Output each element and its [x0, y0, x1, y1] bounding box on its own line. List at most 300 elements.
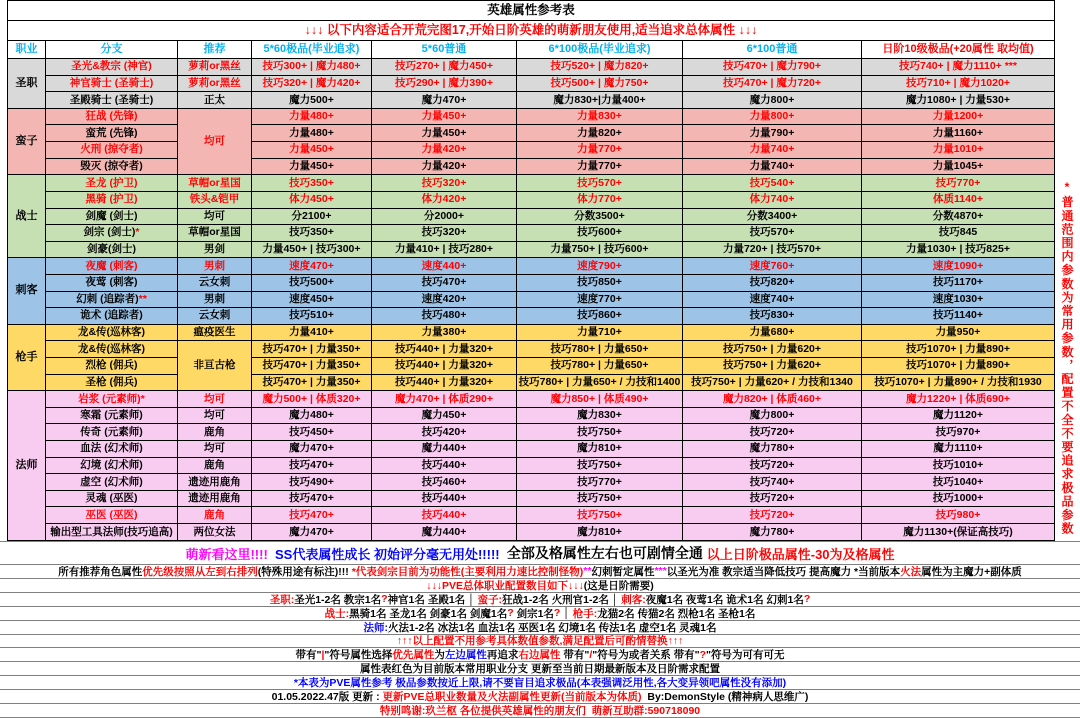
value-cell: 技巧780+ | 力量650+ — [517, 341, 683, 358]
value-cell: 分2100+ — [252, 208, 372, 225]
value-cell: 体力770+ — [517, 191, 683, 208]
note-segment: 蛮子: — [477, 593, 503, 606]
branch-cell: 诡术 (追踪者) — [46, 308, 178, 325]
value-cell: 魔力1110+ — [862, 441, 1055, 458]
value-cell: 体质1140+ — [862, 191, 1055, 208]
value-cell: 魔力1120+ — [862, 407, 1055, 424]
column-header: 6*100极品(毕业追求) — [517, 41, 683, 59]
value-cell: 体力740+ — [683, 191, 862, 208]
value-cell: 力量450+ — [372, 125, 517, 142]
branch-cell: 剑豪(剑士) — [46, 241, 178, 258]
recommend-cell: 均可 — [178, 108, 252, 174]
value-cell: 技巧470+ | 力量350+ — [252, 374, 372, 391]
value-cell: 魔力850+ | 体质490+ — [517, 391, 683, 408]
value-cell: 力量420+ — [372, 142, 517, 159]
table-row — [8, 424, 1055, 441]
table-row — [8, 391, 1055, 408]
note-segment: 优先属性 — [392, 649, 435, 662]
value-cell: 速度1090+ — [862, 258, 1055, 275]
table-body — [8, 59, 1055, 541]
note-segment: SS代表属性成长 初始评分毫无用处!!!!! — [275, 546, 507, 562]
value-cell: 技巧440+ | 力量320+ — [372, 341, 517, 358]
recommend-cell: 男刺 — [178, 258, 252, 275]
value-cell: 技巧350+ — [252, 225, 372, 242]
value-cell: 技巧750+ — [517, 424, 683, 441]
table-row — [8, 490, 1055, 507]
value-cell: 魔力820+ | 体质460+ — [683, 391, 862, 408]
branch-cell: 龙&传(巡林客) — [46, 341, 178, 358]
value-cell: 技巧570+ — [517, 175, 683, 192]
note-segment: 幻刺暂定属性 — [591, 565, 655, 578]
value-cell: 魔力810+ — [517, 441, 683, 458]
note-segment: (这是日阶需要) — [583, 579, 654, 592]
value-cell: 技巧320+ — [372, 225, 517, 242]
note-segment: 圣职: — [269, 593, 295, 606]
table-head-rows — [8, 1, 1055, 59]
table-row — [8, 142, 1055, 159]
table-row — [8, 75, 1055, 92]
note-segment: 右边属性 — [518, 649, 561, 662]
value-cell: 技巧440+ | 力量320+ — [372, 374, 517, 391]
table-row — [8, 175, 1055, 192]
note-line — [0, 647, 1080, 661]
table-row — [8, 341, 1055, 358]
column-header: 职业 — [8, 41, 46, 59]
value-cell: 力量1160+ — [862, 125, 1055, 142]
table-row — [8, 474, 1055, 491]
value-cell: 分数3400+ — [683, 208, 862, 225]
value-cell: 技巧1140+ — [862, 308, 1055, 325]
value-cell: 力量1010+ — [862, 142, 1055, 159]
value-cell: 技巧570+ — [683, 225, 862, 242]
note-line — [0, 606, 1080, 620]
value-cell: 力量410+ | 技巧280+ — [372, 241, 517, 258]
recommend-cell: 草帽or星国 — [178, 225, 252, 242]
value-cell: 力量950+ — [862, 324, 1055, 341]
value-cell: 力量720+ | 技巧570+ — [683, 241, 862, 258]
recommend-cell: 萝莉or黑丝 — [178, 59, 252, 76]
value-cell: 技巧450+ — [252, 424, 372, 441]
note-segment: / — [589, 648, 593, 661]
value-cell: 力量750+ | 技巧600+ — [517, 241, 683, 258]
note-line — [0, 634, 1080, 648]
branch-cell: 寒霜 (元素师) — [46, 407, 178, 424]
note-segment: 更新PVE总职业数量及火法副属性更新(当前版本为体质) — [382, 691, 642, 704]
value-cell: 技巧970+ — [862, 424, 1055, 441]
note-line — [0, 703, 1080, 718]
note-line — [0, 661, 1080, 675]
branch-cell: 蛮荒 (先锋) — [46, 125, 178, 142]
class-cell: 圣职 — [8, 59, 46, 109]
value-cell: 技巧470+ | 魔力720+ — [683, 75, 862, 92]
table-row — [8, 441, 1055, 458]
value-cell: 技巧290+ | 魔力390+ — [372, 75, 517, 92]
branch-cell: 火刑 (掠夺者) — [46, 142, 178, 159]
table-row — [8, 241, 1055, 258]
note-segment: 神官1名 圣殿1名 │ — [387, 593, 478, 606]
note-segment: 剑宗1名 — [513, 607, 554, 620]
value-cell: 技巧1070+ | 力量890+ — [862, 341, 1055, 358]
table-row — [8, 208, 1055, 225]
branch-cell: 夜魔 (刺客) — [46, 258, 178, 275]
table-row — [8, 125, 1055, 142]
value-cell: 技巧750+ | 力量620+ — [683, 341, 862, 358]
branch-cell: 巫医 (巫医) — [46, 507, 178, 524]
value-cell: 速度440+ — [372, 258, 517, 275]
note-segment: "符号属性选择 — [324, 649, 393, 662]
value-cell: 体力450+ — [252, 191, 372, 208]
value-cell: 力量1030+ | 技巧825+ — [862, 241, 1055, 258]
note-line — [0, 675, 1080, 689]
note-segment: 再追求 — [486, 649, 519, 662]
value-cell: 技巧1000+ — [862, 490, 1055, 507]
value-cell: 魔力470+ — [372, 92, 517, 109]
value-cell: 魔力470+ — [252, 441, 372, 458]
recommend-cell: 鹿角 — [178, 457, 252, 474]
branch-cell: 岩浆 (元素师)* — [46, 391, 178, 408]
note-segment: "符号为可有可无 — [706, 649, 785, 662]
branch-cell: 剑魔 (剑士) — [46, 208, 178, 225]
branch-cell: 圣光&教宗 (神官) — [46, 59, 178, 76]
note-segment: 法师: — [363, 621, 388, 634]
value-cell: 速度740+ — [683, 291, 862, 308]
table-row — [8, 108, 1055, 125]
header-row — [8, 41, 1055, 59]
value-cell: 速度450+ — [252, 291, 372, 308]
value-cell: 体力420+ — [372, 191, 517, 208]
value-cell: 魔力480+ — [252, 407, 372, 424]
value-cell: 技巧300+ | 魔力480+ — [252, 59, 372, 76]
table-row — [8, 274, 1055, 291]
value-cell: 力量740+ — [683, 158, 862, 175]
value-cell: 技巧440+ — [372, 507, 517, 524]
note-line — [0, 578, 1080, 592]
table-row — [8, 507, 1055, 524]
value-cell: 技巧470+ | 力量350+ — [252, 358, 372, 375]
value-cell: 魔力450+ — [372, 407, 517, 424]
note-segment: 优先级按照从左到右排列 — [142, 565, 258, 578]
branch-cell: 夜莺 (刺客) — [46, 274, 178, 291]
value-cell: 力量770+ — [517, 142, 683, 159]
value-cell: 速度760+ — [683, 258, 862, 275]
note-segment: ↓↓↓PVE总体职业配置数目如下↓↓↓ — [426, 579, 584, 592]
note-segment: | — [321, 648, 325, 661]
value-cell: 技巧850+ — [517, 274, 683, 291]
value-cell: 力量450+ — [252, 158, 372, 175]
table-row — [8, 92, 1055, 109]
note-segment: 属性为主魔力+副体质 — [921, 565, 1022, 578]
column-header: 日阶10级极品(+20属性 取均值) — [862, 41, 1055, 59]
value-cell: 力量790+ — [683, 125, 862, 142]
recommend-cell: 非亘古枪 — [178, 341, 252, 391]
value-cell: 技巧710+ | 魔力1020+ — [862, 75, 1055, 92]
class-cell: 战士 — [8, 175, 46, 258]
note-segment: ? — [381, 593, 388, 606]
table-row — [8, 324, 1055, 341]
note-segment: 火法1-2名 冰法1名 血法1名 巫医1名 幻境1名 传法1名 虚空1名 灵魂1名 — [388, 621, 717, 634]
branch-cell: 血法 (幻术师) — [46, 441, 178, 458]
subtitle-row — [8, 21, 1055, 41]
note-segment: 龙猫2名 传猫2名 烈枪1名 圣枪1名 — [597, 607, 756, 620]
note-segment: 全部及格属性左右也可剧情全通 — [506, 545, 707, 561]
value-cell: 技巧440+ | 力量320+ — [372, 358, 517, 375]
value-cell: 魔力440+ — [372, 441, 517, 458]
branch-suffix: * — [135, 226, 140, 239]
value-cell: 力量380+ — [372, 324, 517, 341]
value-cell: 魔力1130+(保证高技巧) — [862, 524, 1055, 541]
recommend-cell: 正太 — [178, 92, 252, 109]
branch-cell: 圣枪 (佣兵) — [46, 374, 178, 391]
notes-section — [0, 541, 1080, 718]
recommend-cell: 云女刺 — [178, 274, 252, 291]
value-cell: 魔力800+ — [683, 92, 862, 109]
note-segment: 01.05.2022.47版 更新 : — [271, 691, 383, 704]
value-cell: 魔力810+ — [517, 524, 683, 541]
note-segment: 左边属性 — [444, 649, 487, 662]
value-cell: 技巧520+ | 魔力820+ — [517, 59, 683, 76]
value-cell: 力量710+ — [517, 324, 683, 341]
value-cell: 技巧750+ — [517, 507, 683, 524]
value-cell: 力量480+ — [252, 108, 372, 125]
note-segment: 黑骑1名 圣龙1名 剑豪1名 剑魔1名 — [349, 607, 508, 620]
value-cell: 速度420+ — [372, 291, 517, 308]
table-row — [8, 191, 1055, 208]
note-segment: 萌新看这里!!!! — [185, 546, 276, 562]
table-row — [8, 374, 1055, 391]
recommend-cell: 均可 — [178, 208, 252, 225]
value-cell: 技巧1040+ — [862, 474, 1055, 491]
note-segment: By:DemonStyle (精神病人思维广) — [641, 691, 809, 704]
value-cell: 技巧440+ — [372, 457, 517, 474]
value-cell: 技巧1070+ | 力量890+ — [862, 358, 1055, 375]
value-cell: 速度470+ — [252, 258, 372, 275]
value-cell: 魔力1220+ | 体质690+ — [862, 391, 1055, 408]
recommend-cell: 男剑 — [178, 241, 252, 258]
value-cell: 力量450+ — [372, 108, 517, 125]
value-cell: 力量820+ — [517, 125, 683, 142]
branch-cell: 灵魂 (巫医) — [46, 490, 178, 507]
branch-cell: 幻刺 (追踪者)** — [46, 291, 178, 308]
note-segment: 刺客: — [621, 593, 646, 606]
value-cell: 魔力780+ — [683, 524, 862, 541]
table-row — [8, 59, 1055, 76]
value-cell: 速度770+ — [517, 291, 683, 308]
value-cell: 技巧830+ — [683, 308, 862, 325]
value-cell: 技巧270+ | 魔力450+ — [372, 59, 517, 76]
value-cell: 魔力470+ | 体质290+ — [372, 391, 517, 408]
recommend-cell: 男刺 — [178, 291, 252, 308]
attribute-table — [7, 0, 1055, 541]
value-cell: 力量740+ — [683, 142, 862, 159]
recommend-cell: 均可 — [178, 407, 252, 424]
column-header: 分支 — [46, 41, 178, 59]
value-cell: 技巧1010+ — [862, 457, 1055, 474]
value-cell: 技巧320+ | 魔力420+ — [252, 75, 372, 92]
value-cell: 速度790+ — [517, 258, 683, 275]
note-segment: 带有" — [560, 649, 590, 662]
note-line — [0, 592, 1080, 606]
value-cell: 力量830+ — [517, 108, 683, 125]
value-cell: 技巧720+ — [683, 424, 862, 441]
value-cell: 技巧980+ — [862, 507, 1055, 524]
value-cell: 技巧320+ — [372, 175, 517, 192]
value-cell: 技巧720+ — [683, 490, 862, 507]
table-row — [8, 457, 1055, 474]
note-segment: 特别鸣谢:玖兰枢 各位提供英雄属性的朋友们 萌新互助群:590718090 — [379, 705, 701, 718]
note-line — [0, 541, 1080, 564]
recommend-cell: 两位女法 — [178, 524, 252, 541]
value-cell: 技巧470+ | 力量350+ — [252, 341, 372, 358]
value-cell: 速度1030+ — [862, 291, 1055, 308]
value-cell: 技巧845 — [862, 225, 1055, 242]
branch-cell: 神官骑士 (圣骑士) — [46, 75, 178, 92]
value-cell: 技巧470+ | 魔力790+ — [683, 59, 862, 76]
recommend-cell: 遗迹用鹿角 — [178, 490, 252, 507]
note-segment: ? — [507, 607, 514, 620]
branch-cell: 龙&传(巡林客) — [46, 324, 178, 341]
class-cell: 刺客 — [8, 258, 46, 324]
value-cell: 技巧720+ — [683, 457, 862, 474]
value-cell: 力量410+ — [252, 324, 372, 341]
note-segment: *代表剑宗目前为功能性(主要利用力速比控制怪物) — [351, 565, 584, 578]
value-cell: 魔力500+ — [252, 92, 372, 109]
class-cell: 法师 — [8, 391, 46, 541]
branch-cell: 虚空 (幻术师) — [46, 474, 178, 491]
value-cell: 技巧750+ | 力量620+ / 力技和1340 — [683, 374, 862, 391]
value-cell: 技巧500+ — [252, 274, 372, 291]
column-header: 推荐 — [178, 41, 252, 59]
column-header: 6*100普通 — [683, 41, 862, 59]
value-cell: 力量680+ — [683, 324, 862, 341]
value-cell: 魔力830+ — [517, 407, 683, 424]
recommend-cell: 铁头&铠甲 — [178, 191, 252, 208]
note-segment: ? — [699, 648, 707, 661]
value-cell: 技巧720+ — [683, 507, 862, 524]
recommend-cell: 遗迹用鹿角 — [178, 474, 252, 491]
title-row — [8, 1, 1055, 21]
note-segment: ↑↑↑以上配置不用参考具体数值参数,满足配置后可酌情替换↑↑↑ — [396, 635, 684, 648]
note-segment: "符号为或者关系 带有" — [592, 649, 700, 662]
note-segment: 火法 — [900, 565, 922, 578]
note-segment: 带有" — [295, 649, 322, 662]
value-cell: 力量1045+ — [862, 158, 1055, 175]
branch-cell: 烈枪 (佣兵) — [46, 358, 178, 375]
value-cell: 技巧470+ — [252, 507, 372, 524]
note-line — [0, 689, 1080, 703]
value-cell: 魔力1080+ | 力量530+ — [862, 92, 1055, 109]
note-segment: *本表为PVE属性参考 极品参数按近上限,请不要盲目追求极品(本表强调泛用性,各大变异领吧属性没有添加) — [293, 677, 787, 690]
value-cell: 技巧440+ — [372, 490, 517, 507]
value-cell: 技巧750+ — [517, 457, 683, 474]
value-cell: 技巧1070+ | 力量890+ / 力技和1930 — [862, 374, 1055, 391]
page-title: 英雄属性参考表 — [8, 1, 1055, 21]
note-segment: │ — [560, 607, 573, 620]
value-cell: 技巧1170+ — [862, 274, 1055, 291]
note-segment: 以上日阶极品属性-30为及格属性 — [706, 546, 895, 562]
recommend-cell: 萝莉or黑丝 — [178, 75, 252, 92]
note-segment: 夜魔1名 夜莺1名 诡术1名 幻刺1名 — [645, 593, 804, 606]
value-cell: 技巧470+ — [252, 490, 372, 507]
class-cell: 枪手 — [8, 324, 46, 390]
note-segment: 以圣光为准 教宗适当降低技巧 提高魔力 *当前版本 — [666, 565, 901, 578]
table-row — [8, 407, 1055, 424]
value-cell: 技巧510+ — [252, 308, 372, 325]
note-segment: ** — [583, 565, 592, 578]
note-segment: 圣光1-2名 教宗1名 — [294, 593, 382, 606]
recommend-cell: 云女刺 — [178, 308, 252, 325]
value-cell: 技巧770+ — [862, 175, 1055, 192]
value-cell: 技巧750+ | 力量620+ — [683, 358, 862, 375]
column-header: 5*60极品(毕业追求) — [252, 41, 372, 59]
value-cell: 技巧740+ | 魔力1110+ *** — [862, 59, 1055, 76]
note-segment: 所有推荐角色属性 — [58, 565, 143, 578]
note-segment: ? — [803, 593, 811, 606]
branch-suffix: * — [140, 392, 145, 405]
value-cell: 技巧740+ — [683, 474, 862, 491]
side-vertical-note: *普通范围内参数为常用参数，配置不全不要追求极品参数 — [1060, 180, 1074, 536]
value-cell: 技巧780+ | 力量650+ — [517, 358, 683, 375]
value-cell: 分2000+ — [372, 208, 517, 225]
note-segment: 枪手: — [572, 607, 598, 620]
value-cell: 魔力780+ — [683, 441, 862, 458]
value-cell: 技巧460+ — [372, 474, 517, 491]
value-cell: 技巧750+ — [517, 490, 683, 507]
value-cell: 力量800+ — [683, 108, 862, 125]
value-cell: 技巧470+ — [252, 457, 372, 474]
value-cell: 力量1200+ — [862, 108, 1055, 125]
value-cell: 技巧780+ | 力量650+ / 力技和1400 — [517, 374, 683, 391]
note-segment: 狂战1-2名 火刑官1-2名 │ — [502, 593, 622, 606]
branch-cell: 毁灭 (掠夺者) — [46, 158, 178, 175]
value-cell: 技巧480+ — [372, 308, 517, 325]
table-row — [8, 158, 1055, 175]
value-cell: 力量450+ | 技巧300+ — [252, 241, 372, 258]
table-row — [8, 258, 1055, 275]
class-cell: 蛮子 — [8, 108, 46, 174]
value-cell: 魔力470+ — [252, 524, 372, 541]
table-row — [8, 358, 1055, 375]
note-segment: (特殊用途有标注)!!! — [257, 565, 352, 578]
value-cell: 技巧470+ — [372, 274, 517, 291]
value-cell: 力量420+ — [372, 158, 517, 175]
value-cell: 技巧820+ — [683, 274, 862, 291]
recommend-cell: 瘟疫医生 — [178, 324, 252, 341]
recommend-cell: 均可 — [178, 391, 252, 408]
note-segment: 属性表红色为目前版本常用职业分支 更新至当前日期最新版本及日阶需求配置 — [360, 663, 720, 676]
value-cell: 技巧500+ | 魔力750+ — [517, 75, 683, 92]
branch-cell: 传奇 (元素师) — [46, 424, 178, 441]
branch-suffix: ** — [138, 292, 147, 305]
value-cell: 分数3500+ — [517, 208, 683, 225]
branch-cell: 幻境 (幻术师) — [46, 457, 178, 474]
value-cell: 力量480+ — [252, 125, 372, 142]
table-row — [8, 225, 1055, 242]
note-segment: ? — [553, 607, 561, 620]
note-segment: 战士: — [324, 607, 350, 620]
value-cell: 魔力500+ | 体质320+ — [252, 391, 372, 408]
recommend-cell: 均可 — [178, 441, 252, 458]
branch-cell: 黑骑 (护卫) — [46, 191, 178, 208]
table-row — [8, 524, 1055, 541]
branch-cell: 狂战 (先锋) — [46, 108, 178, 125]
table-row — [8, 291, 1055, 308]
value-cell: 魔力800+ — [683, 407, 862, 424]
value-cell: 魔力440+ — [372, 524, 517, 541]
value-cell: 技巧860+ — [517, 308, 683, 325]
table-row — [8, 308, 1055, 325]
branch-cell: 剑宗 (剑士)* — [46, 225, 178, 242]
value-cell: 魔力830+|力量400+ — [517, 92, 683, 109]
